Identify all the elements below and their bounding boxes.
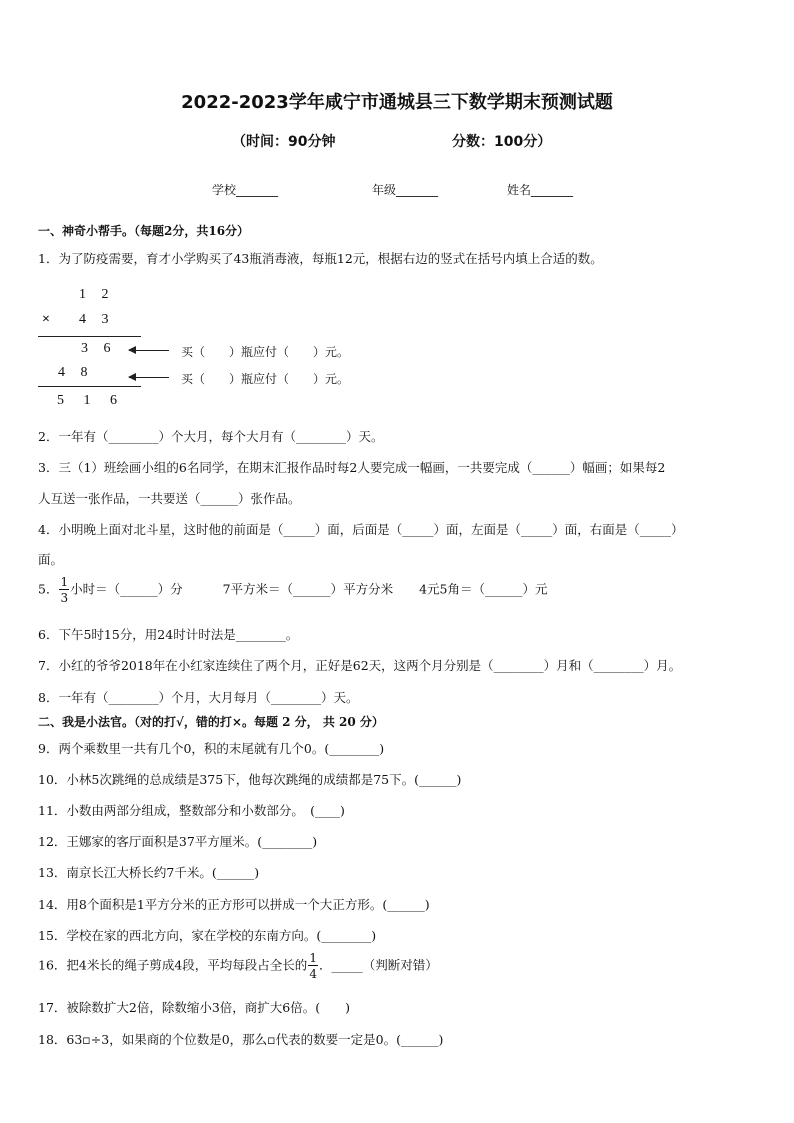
section-heading-1: 一、神奇小帮手。（每题2分，共16分） xyxy=(38,224,250,238)
question-13: 13．南京长江大桥长约7千米。(______) xyxy=(38,865,260,880)
question-17: 17．被除数扩大2倍，除数缩小3倍，商扩大6倍。( ) xyxy=(38,1000,351,1015)
question-5 xyxy=(38,576,547,604)
fraction-one-quarter xyxy=(308,952,318,980)
vm-rule-1 xyxy=(38,336,141,337)
question-11: 11．小数由两部分组成，整数部分和小数部分。 (____) xyxy=(38,803,345,818)
vm-times-sign: × xyxy=(42,312,50,327)
exam-score: 分数：100分） xyxy=(452,134,552,150)
vm-product: 5 1 6 xyxy=(57,393,125,408)
fraction-denominator: 3 xyxy=(60,591,69,605)
question-2: 2．一年有（________）个大月，每个大月有（________）天。 xyxy=(38,429,384,444)
question-1: 1．为了防疫需要，育才小学购买了43瓶消毒液，每瓶12元，根据右边的竖式在括号内填上合适的数。 xyxy=(38,251,603,266)
question-3-line-1: 3．三（1）班绘画小组的6名同学，在期末汇报作品时每2人要完成一幅画，一共要完成（______）幅画；如果每2 xyxy=(38,460,666,475)
question-4-line-1: 4．小明晚上面对北斗星，这时他的前面是（_____）面，后面是（_____）面，左面是（_____）面，右面是（_____） xyxy=(38,522,684,537)
question-7: 7．小红的爷爷2018年在小红家连续住了两个月，正好是62天，这两个月分别是（________）月和（________）月。 xyxy=(38,658,682,673)
fraction-denominator: 4 xyxy=(309,967,317,981)
question-16 xyxy=(38,952,438,980)
question-16-prefix: 16．把4米长的绳子剪成4段，平均每段占全长的 xyxy=(38,957,308,973)
arrow-left-icon xyxy=(129,350,169,351)
question-6: 6．下午5时15分，用24时计时法是________。 xyxy=(38,627,299,642)
question-8: 8．一年有（________）个月，大月每月（________）天。 xyxy=(38,690,359,705)
question-5-part-2: 7平方米＝（______）平方分米 xyxy=(222,581,394,597)
question-9: 9．两个乘数里一共有几个0，积的末尾就有几个0。(________) xyxy=(38,741,385,756)
page-title: 2022-2023学年咸宁市通城县三下数学期末预测试题 xyxy=(181,92,613,113)
vm-note-2: 买（ ）瓶应付（ ）元。 xyxy=(181,372,350,386)
question-14: 14．用8个面积是1平方分米的正方形可以拼成一个大正方形。(______) xyxy=(38,897,430,912)
section-heading-2: 二、我是小法官。（对的打√，错的打×。每题 2 分， 共 20 分） xyxy=(38,715,384,729)
fraction-numerator: 1 xyxy=(309,951,317,965)
fraction-one-third xyxy=(59,576,69,604)
question-18: 18．63▫÷3，如果商的个位数是0，那么▫代表的数要一定是0。(______) xyxy=(38,1032,444,1047)
question-10: 10．小林5次跳绳的总成绩是375下，他每次跳绳的成绩都是75下。(______) xyxy=(38,772,462,787)
grade-field: 年级_______ xyxy=(372,183,439,197)
vm-multiplicand: 1 2 xyxy=(79,287,115,302)
vm-partial-2: 4 8 xyxy=(58,365,94,380)
vm-note-1: 买（ ）瓶应付（ ）元。 xyxy=(181,345,350,359)
question-12: 12．王娜家的客厅面积是37平方厘米。(________) xyxy=(38,834,318,849)
exam-time: （时间：90分钟 xyxy=(232,134,336,150)
question-5-part-1: 小时＝（______）分 xyxy=(70,581,183,597)
vm-partial-1: 3 6 xyxy=(81,341,117,356)
arrow-left-icon xyxy=(129,377,169,378)
question-5-prefix: 5． xyxy=(38,581,59,597)
vm-rule-2 xyxy=(38,386,141,387)
question-3-line-2: 人互送一张作品，一共要送（______）张作品。 xyxy=(38,491,301,506)
school-field: 学校_______ xyxy=(212,183,279,197)
name-field: 姓名_______ xyxy=(507,183,574,197)
question-15: 15．学校在家的西北方向，家在学校的东南方向。(________) xyxy=(38,928,377,943)
question-5-part-3: 4元5角＝（______）元 xyxy=(419,581,548,597)
fraction-numerator: 1 xyxy=(60,575,69,589)
question-4-line-2: 面。 xyxy=(38,552,64,567)
vm-multiplier: 4 3 xyxy=(79,312,115,327)
question-16-suffix: ．_____（判断对错） xyxy=(318,957,438,973)
